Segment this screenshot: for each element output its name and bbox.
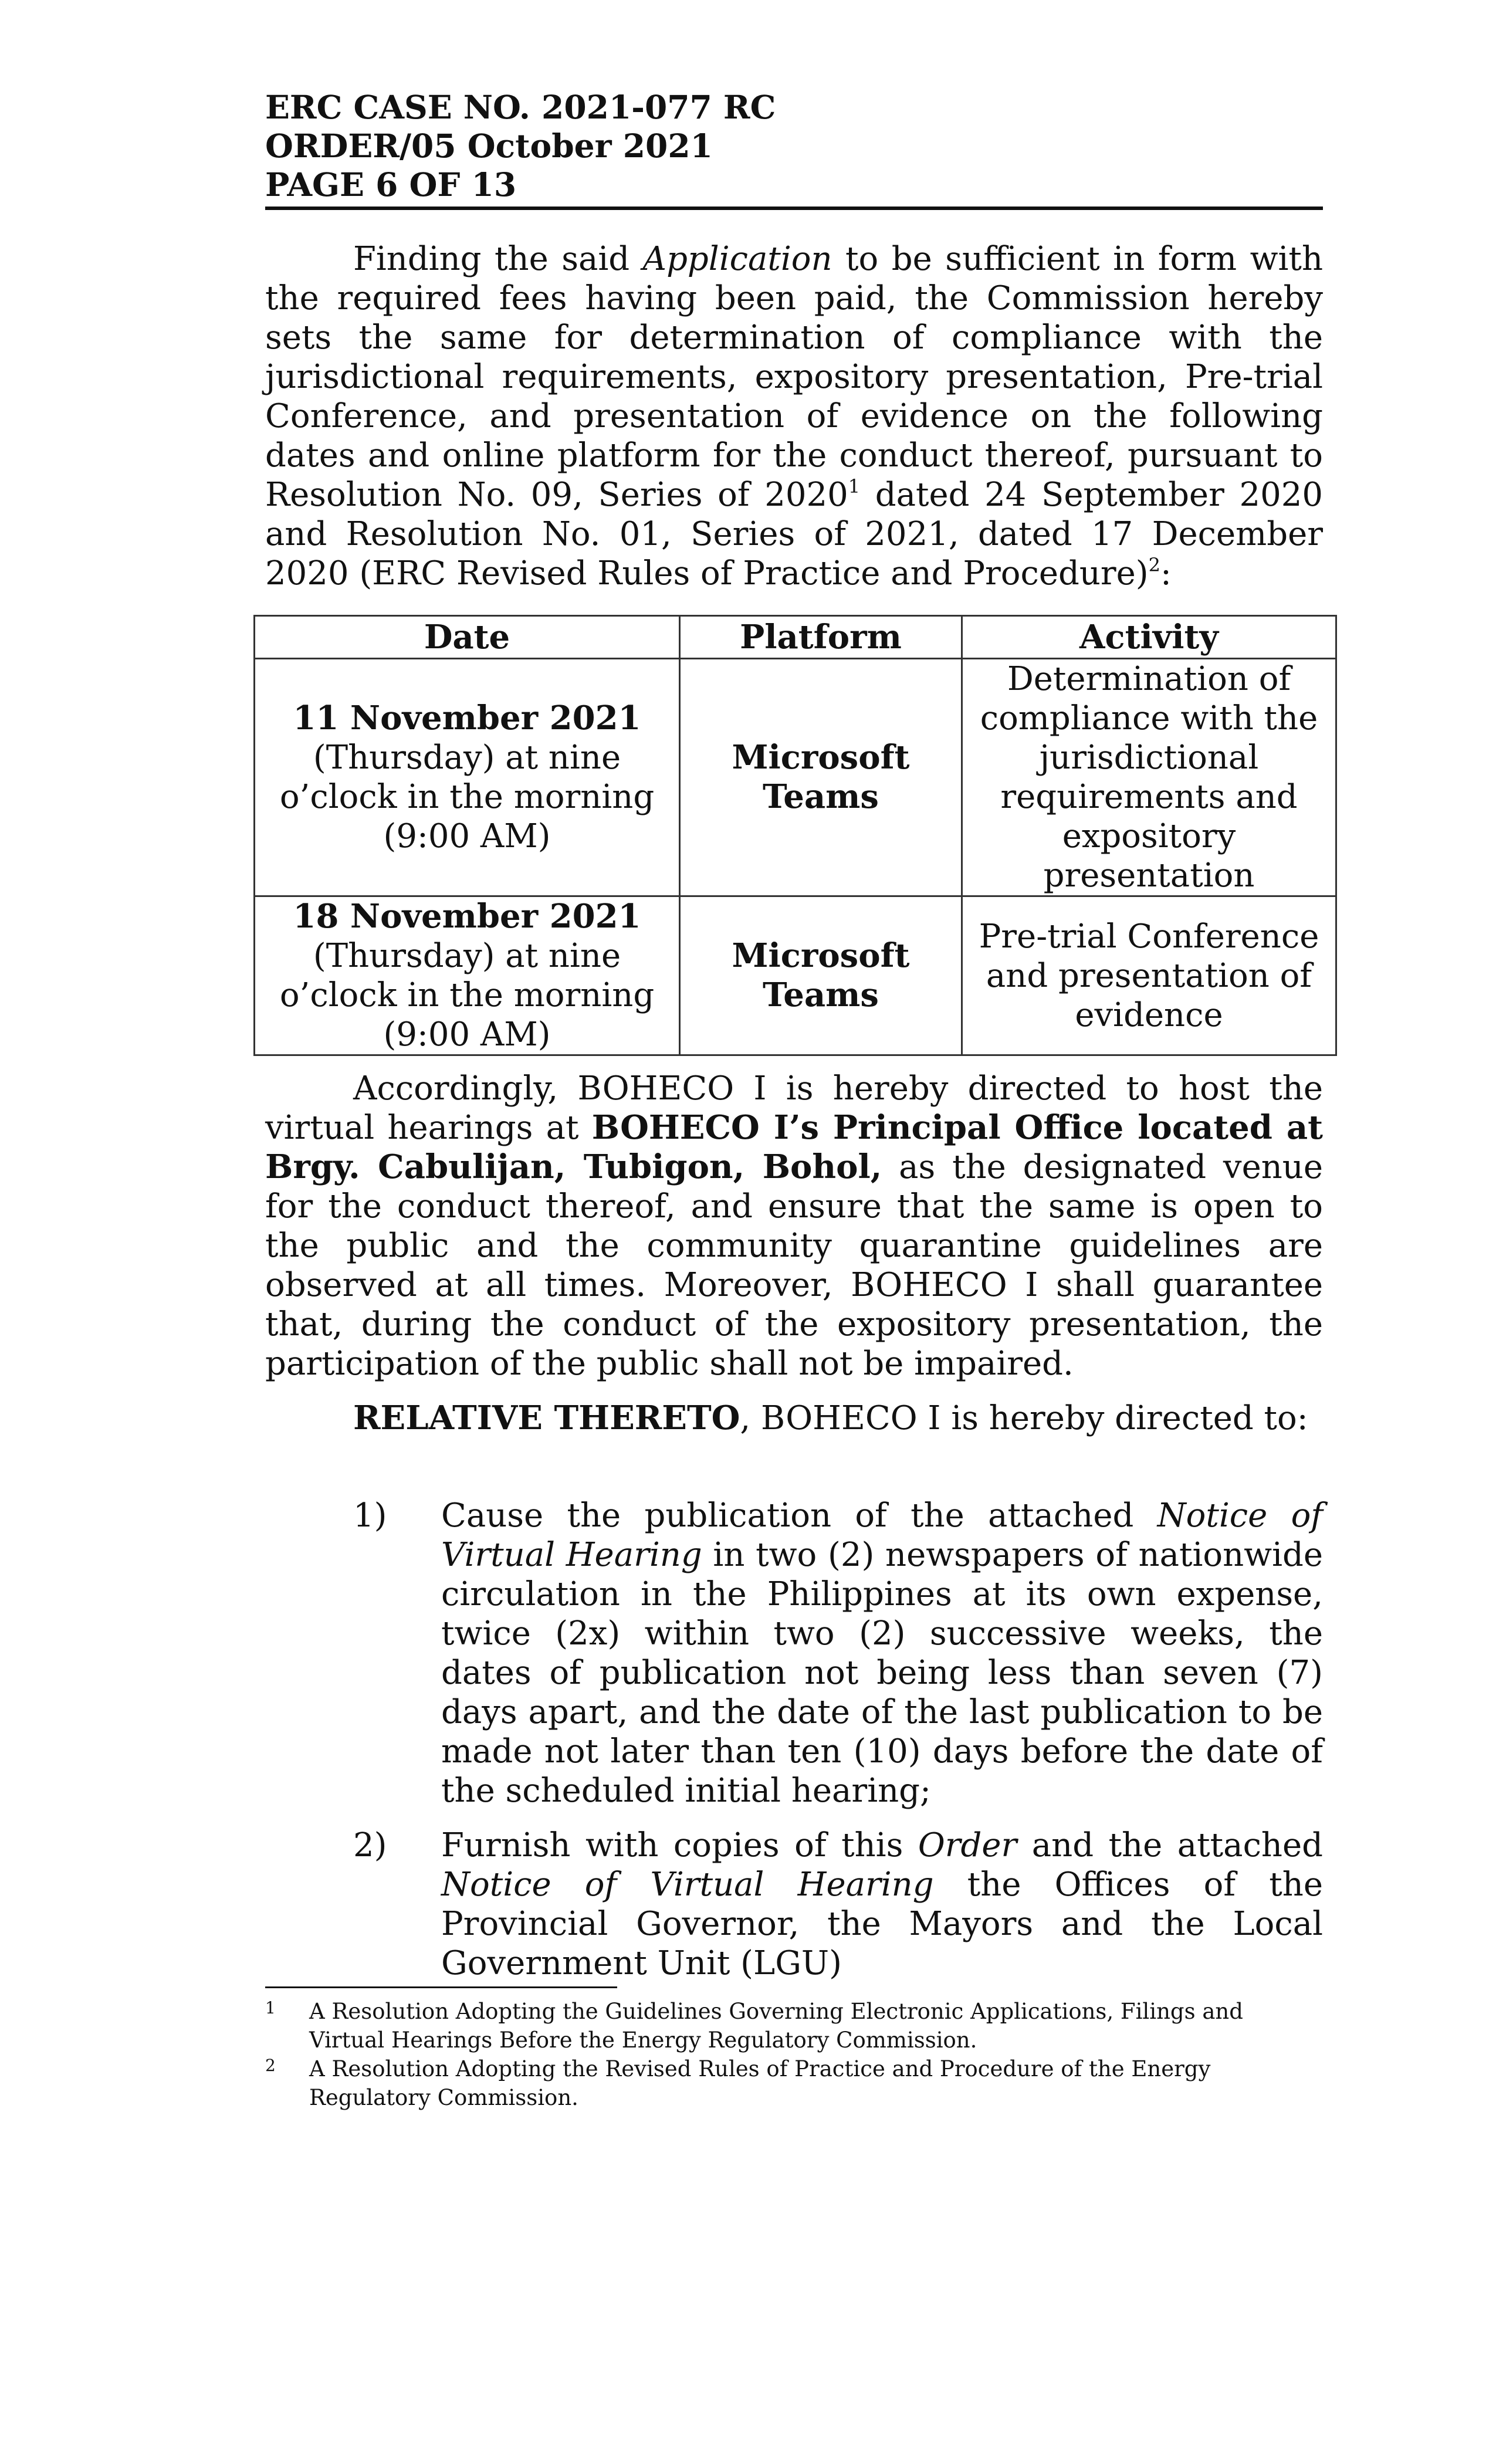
platform-cell: Microsoft Teams [680, 896, 962, 1055]
table-header-row [255, 616, 1336, 659]
platform-cell: Microsoft Teams [680, 659, 962, 896]
column-header-date: Date [255, 616, 680, 659]
hearing-date: 18 November 2021 [293, 897, 641, 936]
column-header-platform: Platform [680, 616, 962, 659]
paragraph-relative-thereto [265, 1399, 1323, 1438]
order-date: ORDER/05 October 2021 [265, 127, 713, 165]
text-span: Cause the publication of the attached [441, 1497, 1157, 1535]
text-span: the Offices of the Provincial Governor, the Mayors and the Local Government Unit (LGU) [441, 1866, 1324, 1982]
list-item [353, 1826, 1323, 1983]
text-span: Accordingly, BOHECO I is hereby directed to host the virtual hearings at [265, 1069, 1323, 1147]
footnote-ref-1[interactable]: 1 [848, 475, 861, 497]
venue-text: BOHECO I’s Principal Office located at Brgy. Cabulijan, Tubigon, Bohol, [265, 1108, 1323, 1186]
text-span: : [1160, 554, 1172, 593]
application-term: Application [642, 240, 832, 278]
footnote-text: A Resolution Adopting the Revised Rules of Practice and Procedure of the Energy Regulatory Commission. [309, 2056, 1211, 2110]
hearing-schedule-table [253, 615, 1337, 1056]
text-span: in two (2) newspapers of nationwide circulation in the Philippines at its own expense, twice (2x) within two (2) successive weeks, the dates of publication not being less than seven (7) days apart, and the date of the last publication to be made not later than ten (10) days before the date of the scheduled initial hearing; [441, 1536, 1323, 1810]
footnote-text: A Resolution Adopting the Guidelines Governing Electronic Applications, Filings and Virtual Hearings Before the Energy Regulatory Commission. [309, 1999, 1243, 2053]
item-number: 1) [353, 1497, 387, 1535]
date-cell [255, 659, 680, 896]
text-span: Finding the said [353, 240, 643, 278]
paragraph-setting-dates [265, 239, 1323, 593]
column-header-activity: Activity [962, 616, 1336, 659]
list-item [353, 1496, 1323, 1810]
footnote-rule [265, 1986, 617, 1988]
text-span: to be sufficient in form with the required fees having been paid, the Commission hereby sets the same for determination of compliance with the jurisdictional requirements, expository presentation, Pre-trial Conference, and presentation of evidence on the following dates and online platform for the conduct thereof, pursuant to Resolution No. 09, Series of 2020 [265, 240, 1324, 514]
text-span: and the attached [1017, 1826, 1323, 1864]
item-text [441, 1496, 1323, 1810]
hearing-date: 11 November 2021 [293, 699, 641, 737]
text-span: Furnish with copies of this [441, 1826, 918, 1864]
header-rule [265, 207, 1323, 210]
table-row [255, 896, 1336, 1055]
page-number: PAGE 6 OF 13 [265, 165, 517, 204]
item-text [441, 1826, 1323, 1983]
text-span: as the designated venue for the conduct thereof, and ensure that the same is open to the public and the community quarantine guidelines are observed at all times. Moreover, BOHECO I shall guarantee that, during the conduct of the expository presentation, the participation of the public shall not be impaired. [265, 1148, 1323, 1383]
notice-term: Notice of Virtual Hearing [441, 1497, 1324, 1574]
order-term: Order [918, 1826, 1017, 1864]
footnote-mark: 2 [265, 2056, 276, 2075]
hearing-time: (Thursday) at nine o’clock in the morning (9:00 AM) [279, 739, 655, 855]
case-number: ERC CASE NO. 2021-077 RC [265, 88, 776, 126]
page-header [265, 88, 1323, 204]
activity-cell: Pre-trial Conference and presentation of evidence [962, 896, 1336, 1055]
activity-cell: Determination of compliance with the jurisdictional requirements and expository presentation [962, 659, 1336, 896]
footnote-ref-2[interactable]: 2 [1148, 554, 1161, 576]
hearing-time: (Thursday) at nine o’clock in the morning (9:00 AM) [279, 937, 655, 1054]
text-span: , BOHECO I is hereby directed to: [740, 1399, 1308, 1437]
footnote-1 [265, 1997, 1323, 2055]
table-row [255, 659, 1336, 896]
date-cell [255, 896, 680, 1055]
paragraph-virtual-hearing-venue [265, 1069, 1323, 1383]
text-span: dated 24 September 2020 and Resolution No. 01, Series of 2021, dated 17 December 2020 (ERC Revised Rules of Practice and Procedure) [265, 476, 1323, 593]
notice-term: Notice of Virtual Hearing [441, 1866, 934, 1904]
item-number: 2) [353, 1826, 387, 1864]
footnote-2 [265, 2055, 1323, 2112]
footnote-mark: 1 [265, 1998, 276, 2018]
relative-thereto-heading: RELATIVE THERETO [353, 1399, 740, 1437]
